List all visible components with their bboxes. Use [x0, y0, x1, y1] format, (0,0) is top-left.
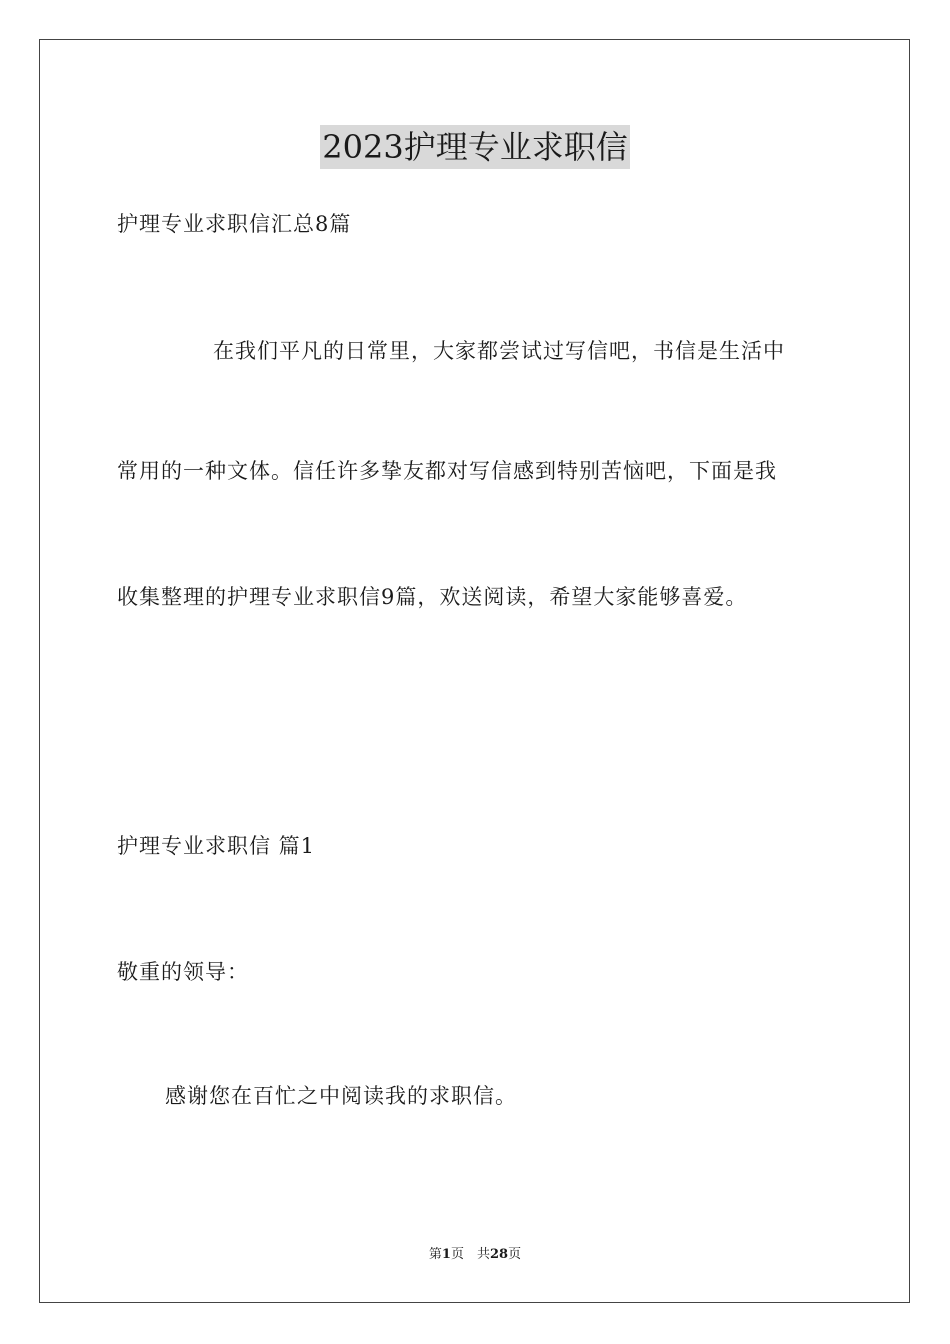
footer-page-mid: 页 共: [450, 1247, 490, 1262]
footer-page-suffix: 页: [508, 1247, 522, 1262]
intro-paragraph-line-1: 在我们平凡的日常里，大家都尝试过写信吧，书信是生活中: [213, 339, 785, 363]
body-line-1: 感谢您在百忙之中阅读我的求职信。: [165, 1084, 517, 1108]
footer-page-current: 1: [441, 1247, 451, 1262]
footer-page-total: 28: [489, 1247, 509, 1262]
document-subtitle: 护理专业求职信汇总8篇: [117, 212, 352, 236]
page-footer: [0, 1246, 950, 1264]
salutation: 敬重的领导：: [117, 960, 249, 984]
title-container: [0, 125, 950, 169]
intro-paragraph-line-3: 收集整理的护理专业求职信9篇，欢送阅读，希望大家能够喜爱。: [117, 585, 748, 609]
section-heading: 护理专业求职信 篇1: [117, 834, 316, 858]
document-title: 2023护理专业求职信: [320, 125, 629, 169]
footer-page-prefix: 第: [428, 1247, 442, 1262]
intro-paragraph-line-2: 常用的一种文体。信任许多挚友都对写信感到特别苦恼吧，下面是我: [117, 459, 777, 483]
